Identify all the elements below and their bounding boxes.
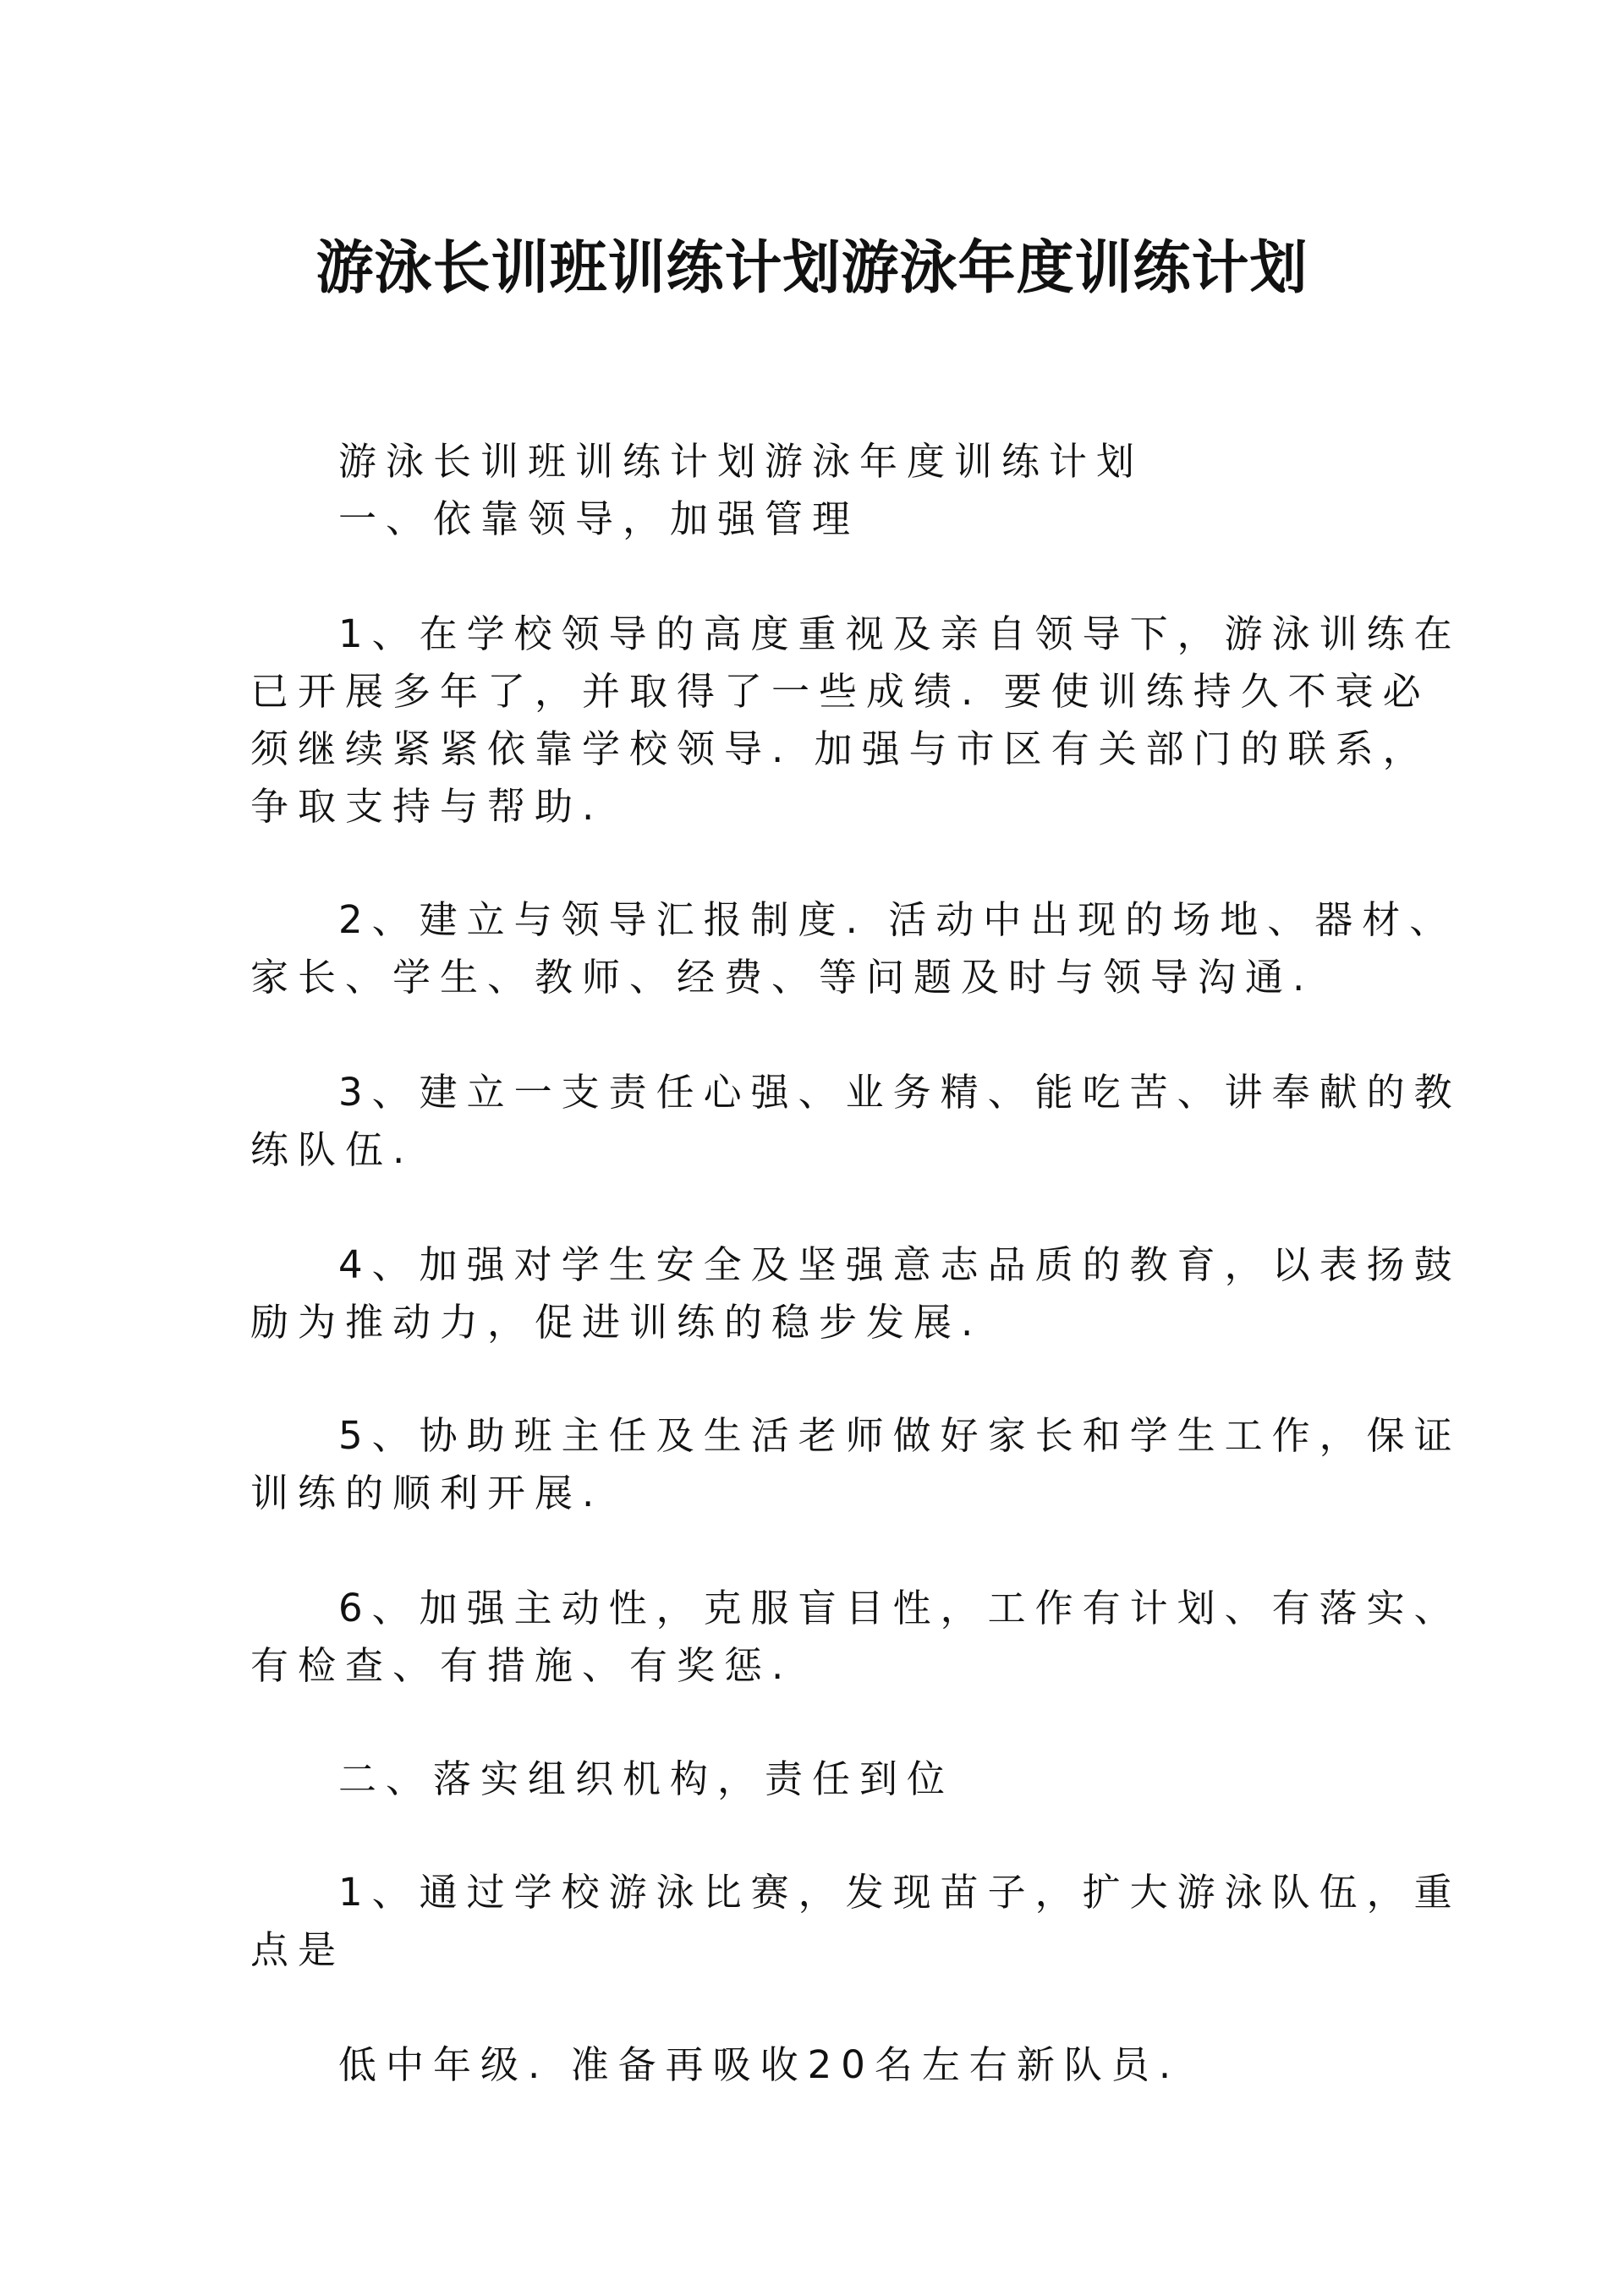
paragraph-line: 练队伍. bbox=[250, 1127, 414, 1172]
paragraph-line: 争取支持与帮助. bbox=[250, 784, 604, 829]
section-heading-1: 一、依靠领导，加强管理 bbox=[338, 496, 860, 541]
paragraph-line: 4、加强对学生安全及坚强意志品质的教育，以表扬鼓 bbox=[338, 1242, 1462, 1287]
subtitle-line: 游泳长训班训练计划游泳年度训练计划 bbox=[338, 439, 1144, 484]
paragraph-line: 点是 bbox=[250, 1927, 346, 1972]
paragraph-line: 须继续紧紧依靠学校领导. 加强与市区有关部门的联系， bbox=[250, 726, 1430, 771]
paragraph-line: 5、协助班主任及生活老师做好家长和学生工作，保证 bbox=[338, 1413, 1462, 1458]
paragraph-line: 低中年级. 准备再吸收20名左右新队员. bbox=[338, 2042, 1181, 2087]
document-title: 游泳长训班训练计划游泳年度训练计划 bbox=[315, 234, 1309, 302]
paragraph-line: 已开展多年了，并取得了一些成绩. 要使训练持久不衰必 bbox=[250, 669, 1430, 714]
paragraph-line: 1、在学校领导的高度重视及亲自领导下，游泳训练在 bbox=[338, 611, 1462, 656]
paragraph-line: 3、建立一支责任心强、业务精、能吃苦、讲奉献的教 bbox=[338, 1070, 1462, 1115]
paragraph-line: 2、建立与领导汇报制度. 活动中出现的场地、器材、 bbox=[338, 897, 1457, 942]
paragraph-line: 有检查、有措施、有奖惩. bbox=[250, 1643, 793, 1688]
paragraph-line: 训练的顺利开展. bbox=[250, 1471, 604, 1515]
paragraph-line: 家长、学生、教师、经费、等问题及时与领导沟通. bbox=[250, 955, 1314, 1000]
section-heading-2: 二、落实组织机构，责任到位 bbox=[338, 1756, 955, 1801]
paragraph-line: 6、加强主动性，克服盲目性，工作有计划、有落实、 bbox=[338, 1586, 1462, 1630]
paragraph-line: 励为推动力，促进训练的稳步发展. bbox=[250, 1300, 983, 1345]
paragraph-line: 1、通过学校游泳比赛，发现苗子，扩大游泳队伍，重 bbox=[338, 1870, 1462, 1915]
